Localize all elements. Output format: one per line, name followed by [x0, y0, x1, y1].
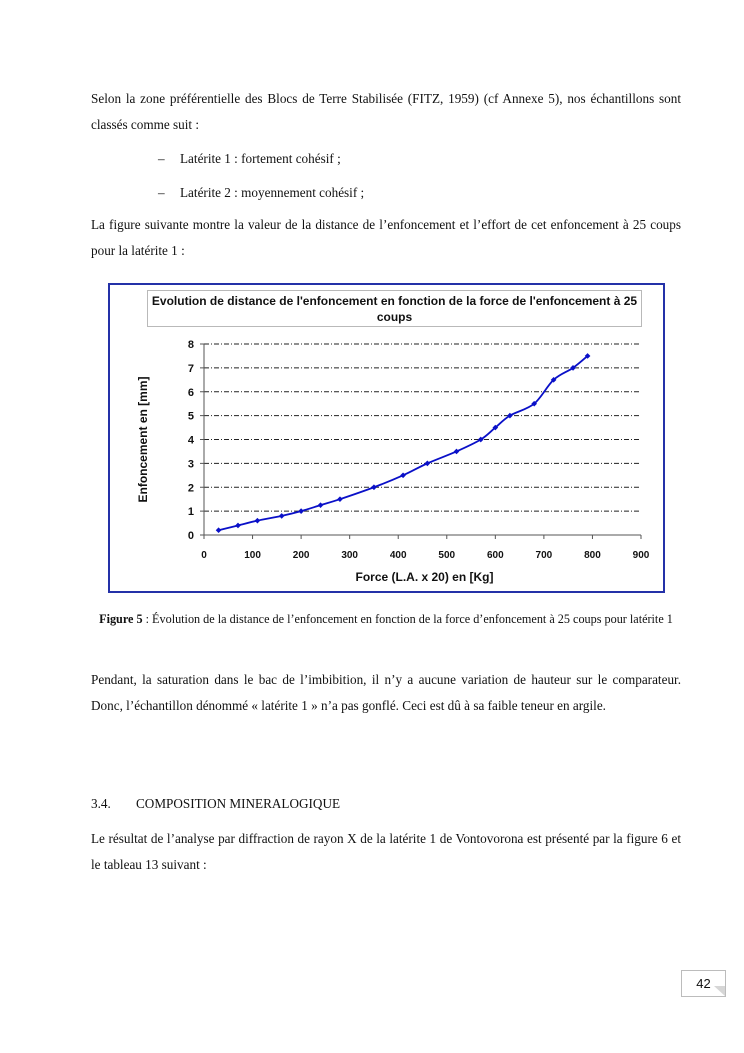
y-tick-label: 6: [187, 386, 194, 399]
data-point: [454, 449, 460, 455]
data-point: [279, 513, 285, 519]
data-point: [298, 508, 304, 514]
data-point: [216, 527, 222, 533]
y-tick-label: 2: [187, 482, 194, 495]
x-axis-label: Force (L.A. x 20) en [Kg]: [355, 570, 494, 584]
list-item-text: Latérite 2 : moyennement cohésif ;: [180, 185, 365, 200]
list-dash: –: [158, 151, 165, 166]
x-tick-label: 300: [341, 550, 359, 561]
figure-caption-text: : Évolution de la distance de l’enfoncement en fonction de la force d’enfoncement à 25 coups pour latérite 1: [142, 612, 673, 626]
figure-label: Figure 5: [99, 612, 143, 626]
x-tick-label: 600: [486, 550, 504, 561]
x-tick-label: 200: [292, 550, 310, 561]
data-point: [371, 484, 377, 490]
x-tick-label: 500: [438, 550, 456, 561]
data-point: [425, 461, 431, 467]
data-point: [255, 518, 261, 524]
section-number: 3.4.: [91, 796, 111, 811]
x-tick-label: 100: [244, 550, 261, 561]
paragraph-fitz: Selon la zone préférentielle des Blocs de Terre Stabilisée (FITZ, 1959) (cf Annexe 5), nos échantillons sont classés comme suit :: [91, 91, 681, 132]
section-title: COMPOSITION MINERALOGIQUE: [136, 796, 341, 811]
figure-caption: [91, 608, 681, 631]
list-item: [158, 183, 364, 203]
data-point: [400, 472, 406, 478]
data-point: [318, 502, 324, 508]
paragraph-saturation: Pendant, la saturation dans le bac de l’imbibition, il n’y a aucune variation de hauteur sur le comparateur. Donc, l’échantillon dénommé « latérite 1 » n’a pas gonflé. Ceci est dû à sa faible teneur en argile.: [91, 672, 681, 713]
section-heading: [91, 794, 340, 814]
list-dash: –: [158, 185, 165, 200]
chart-container: [108, 283, 665, 593]
data-point: [235, 523, 241, 529]
y-tick-label: 1: [187, 506, 194, 519]
x-tick-label: 700: [535, 550, 553, 561]
chart-title: Evolution de distance de l'enfoncement en fonction de la force de l'enfoncement à 25 coups: [147, 290, 642, 327]
x-tick-label: 400: [389, 550, 407, 561]
data-point: [337, 496, 343, 502]
x-tick-label: 800: [584, 550, 601, 561]
page-number: 42: [681, 970, 726, 997]
y-tick-label: 5: [187, 410, 194, 423]
paragraph-xrd: Le résultat de l’analyse par diffraction de rayon X de la latérite 1 de Vontovorona est présenté par la figure 6 et le tableau 13 suivant :: [91, 831, 681, 872]
y-axis-label: Enfoncement en [mm]: [136, 376, 150, 503]
page-corner-fold: [714, 986, 725, 996]
y-tick-label: 8: [187, 339, 194, 351]
list-item-text: Latérite 1 : fortement cohésif ;: [180, 151, 341, 166]
line-chart: [110, 285, 663, 591]
y-tick-label: 7: [187, 362, 194, 375]
x-tick-label: 900: [632, 550, 650, 561]
list-item: [158, 149, 341, 169]
y-tick-label: 3: [187, 458, 194, 471]
y-tick-label: 4: [187, 434, 194, 447]
series-line: [219, 356, 588, 530]
y-tick-label: 0: [187, 530, 194, 542]
x-tick-label: 0: [201, 550, 207, 561]
paragraph-intro-figure: La figure suivante montre la valeur de la distance de l’enfoncement et l’effort de cet enfoncement à 25 coups pour la latérite 1 :: [91, 217, 681, 258]
